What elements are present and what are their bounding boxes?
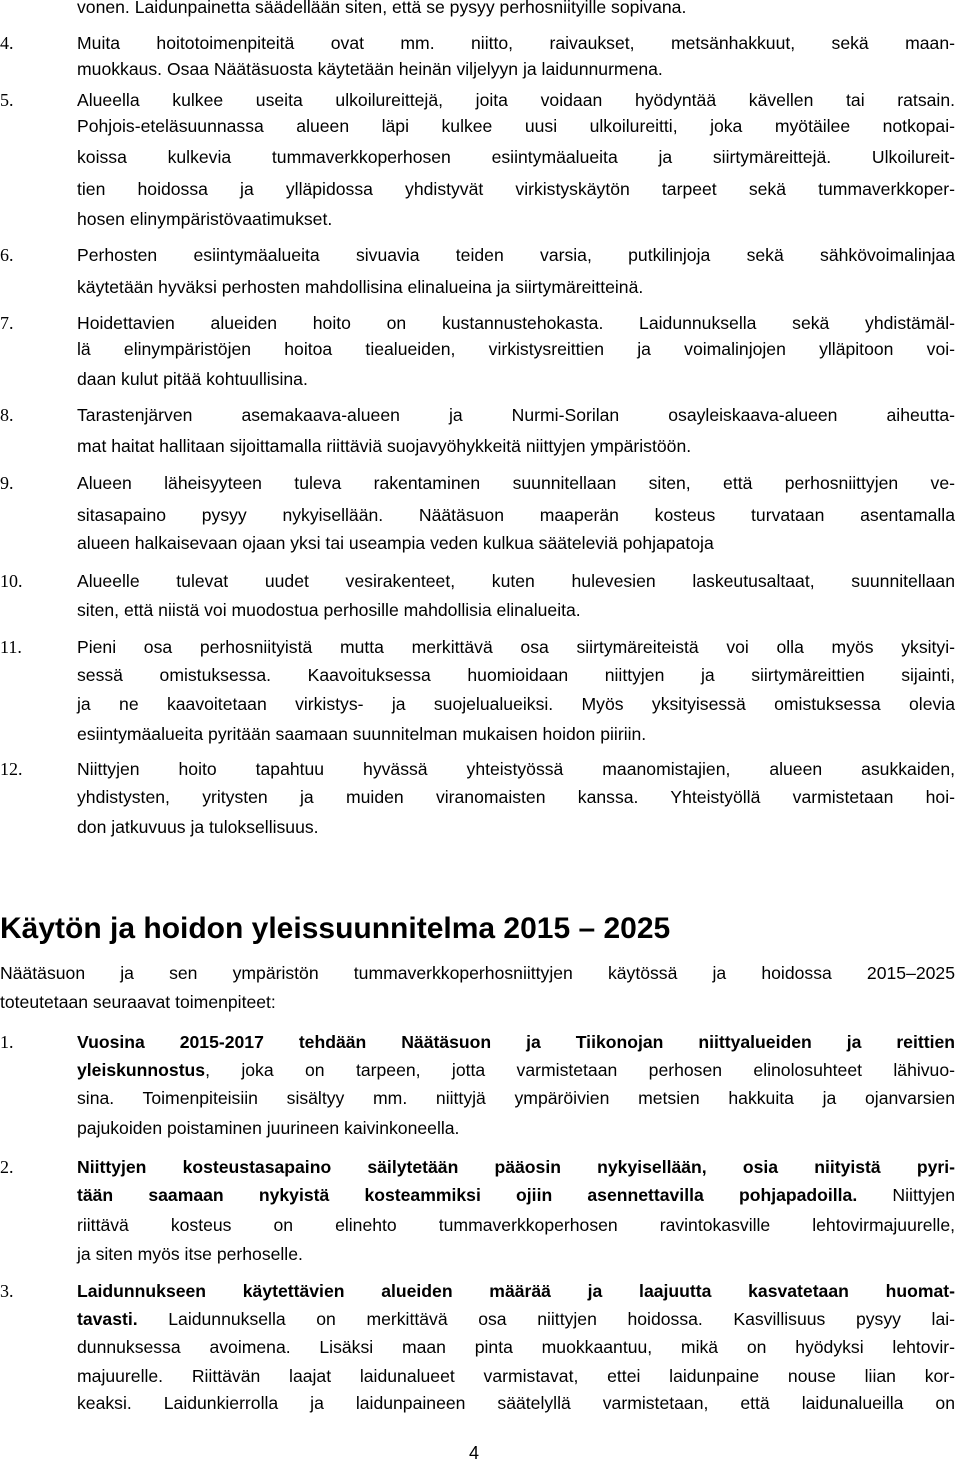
line-text [77, 272, 955, 302]
list-item-continuation [0, 719, 960, 749]
list-item-number: 4. [0, 33, 14, 53]
line-text [77, 240, 955, 270]
list-item-number: 9. [0, 473, 14, 493]
list-item-line [0, 468, 960, 498]
line-text [77, 1210, 955, 1240]
list-item-continuation [0, 1388, 960, 1418]
text-run: sina. Toimenpiteisiin sisältyy mm. niittyjä ympäröivien metsien hakkuita ja ojanvarsien [77, 1088, 955, 1108]
text-run: toteutetaan seuraavat toimenpiteet: [0, 992, 276, 1012]
bold-text: Niittyjen kosteustasapaino säilytetään pääosin nykyisellään, osia niityistä pyri- [77, 1157, 955, 1177]
list-item-continuation [0, 364, 960, 394]
text-run: sitasapaino pysyy nykyisellään. Näätäsuon maaperän kosteus turvataan asentamalla [77, 505, 955, 525]
list-item-continuation [0, 500, 960, 530]
list-item-number: 3. [0, 1281, 14, 1301]
section-heading: Käytön ja hoidon yleissuunnitelma 2015 – 2025 [0, 912, 671, 945]
list-item-continuation [0, 111, 960, 141]
list-item-continuation [0, 334, 960, 364]
list-item-line [0, 240, 960, 270]
line-text [77, 1027, 955, 1057]
text-run: esiintymäalueita pyritään saamaan suunnitelman mukaisen hoidon piiriin. [77, 724, 647, 744]
line-text [77, 1083, 955, 1113]
line-text [77, 1388, 955, 1418]
list-item-continuation [0, 660, 960, 690]
line-text [77, 500, 955, 530]
text-run: muokkaus. Osaa Näätäsuosta käytetään heinän viljelyyn ja laidunnurmena. [77, 59, 663, 79]
line-text [77, 1332, 955, 1362]
text-run: Alueella kulkee useita ulkoilureittejä, joita voidaan hyödyntää kävellen tai ratsain. [77, 90, 955, 110]
line-text [77, 528, 955, 558]
line-text [77, 719, 955, 749]
list-item-continuation [0, 1083, 960, 1113]
text-run: Perhosten esiintymäalueita sivuavia teiden varsia, putkilinjoja sekä sähkövoimalinjaa [77, 245, 955, 265]
text-run: Hoidettavien alueiden hoito on kustannustehokasta. Laidunnuksella sekä yhdistämäl- [77, 313, 955, 333]
text-run: koissa kulkevia tummaverkkoperhosen esiintymäalueita ja siirtymäreittejä. Ulkoilureit- [77, 147, 955, 167]
text-run: tien hoidossa ja ylläpidossa yhdistyvät virkistyskäytön tarpeet sekä tummaverkkoper- [77, 179, 955, 199]
line-text [77, 1239, 955, 1269]
text-run: Tarastenjärven asemakaava-alueen ja Nurmi-Sorilan osayleiskaava-alueen aiheutta- [77, 405, 955, 425]
line-text [77, 431, 955, 461]
page-number: 4 [469, 1443, 480, 1463]
text-run: Niittyjen hoito tapahtuu hyvässä yhteistyössä maanomistajien, alueen asukkaiden, [77, 759, 955, 779]
list-item-line [0, 1027, 960, 1057]
line-text [77, 1152, 955, 1182]
text-run: alueen halkaisevaan ojaan yksi tai useampia veden kulkua sääteleviä pohjapatoja [77, 533, 714, 553]
line-text [77, 1304, 955, 1334]
line-text [77, 204, 955, 234]
text-run: Pohjois-eteläsuunnassa alueen läpi kulkee uusi ulkoilureitti, joka myötäilee notkopai- [77, 116, 955, 136]
list-item-continuation [0, 1304, 960, 1334]
list-item-number: 7. [0, 313, 14, 333]
bold-text: Vuosina 2015-2017 tehdään Näätäsuon ja Tiikonojan niittyalueiden ja reittien [77, 1032, 955, 1052]
bold-text: tavasti. [77, 1309, 138, 1329]
text-run: don jatkuvuus ja tuloksellisuus. [77, 817, 319, 837]
text-run: Alueen läheisyyteen tuleva rakentaminen suunnitellaan siten, että perhosniittyjen ve- [77, 473, 955, 493]
list-item-continuation [0, 1332, 960, 1362]
list-item-continuation [0, 272, 960, 302]
text-run: Alueelle tulevat uudet vesirakenteet, kuten hulevesien laskeutusaltaat, suunnitellaan [77, 571, 955, 591]
line-text [77, 468, 955, 498]
text-run: , joka on tarpeen, jotta varmistetaan perhosen elinolosuhteet lähivuo- [205, 1060, 955, 1080]
text-run: keaksi. Laidunkierrolla ja laidunpaineen säätelyllä varmistetaan, että laidunalueilla on [77, 1393, 955, 1413]
line-text [77, 689, 955, 719]
list-item-continuation [0, 1055, 960, 1085]
line-text [77, 1180, 955, 1210]
list-item-line [0, 1152, 960, 1182]
line-text [77, 400, 955, 430]
line-text [77, 142, 955, 172]
text-run: yhdistysten, yritysten ja muiden viranomaisten kanssa. Yhteistyöllä varmistetaan hoi- [77, 787, 955, 807]
list-item-continuation [0, 1180, 960, 1210]
line-text [77, 812, 955, 842]
text-run: lä elinympäristöjen hoitoa tiealueiden, virkistysreittien ja voimalinjojen ylläpitoon voi- [77, 339, 955, 359]
list-item-line [0, 632, 960, 662]
list-item-number: 11. [0, 637, 22, 657]
text-run: riittävä kosteus on elinehto tummaverkkoperhosen ravintokasville lehtovirmajuurelle, [77, 1215, 955, 1235]
text-run: siten, että niistä voi muodostua perhosille mahdollisia elinalueita. [77, 600, 581, 620]
list-item-continuation [0, 431, 960, 461]
list-item-number: 5. [0, 90, 14, 110]
line-text [77, 174, 955, 204]
text-run: sessä omistuksessa. Kaavoituksessa huomioidaan niittyjen ja siirtymäreittien sijainti, [77, 665, 955, 685]
text-run: vonen. Laidunpainetta säädellään siten, että se pysyy perhosniityille sopivana. [77, 0, 687, 17]
list-item-number: 12. [0, 759, 23, 779]
text-run: Muita hoitotoimenpiteitä ovat mm. niitto, raivaukset, metsänhakkuut, sekä maan- [77, 33, 955, 53]
bold-text: yleiskunnostus [77, 1060, 206, 1080]
list-item-line [0, 754, 960, 784]
list-item-number: 1. [0, 1032, 14, 1052]
list-item-number: 10. [0, 571, 23, 591]
text-run: majuurelle. Riittävän laajat laidunalueet varmistavat, ettei laidunpaine nouse liian kor- [77, 1366, 955, 1386]
list-item-number: 8. [0, 405, 14, 425]
line-text [77, 660, 955, 690]
line-text [77, 334, 955, 364]
line-text [77, 0, 955, 22]
list-item-number: 2. [0, 1157, 14, 1177]
line-text [77, 1276, 955, 1306]
line-text [77, 632, 955, 662]
list-item-continuation [0, 528, 960, 558]
list-item-continuation [0, 1210, 960, 1240]
list-item-continuation [0, 1113, 960, 1143]
list-item-line [0, 1276, 960, 1306]
line-text [77, 54, 955, 84]
paragraph-line [0, 987, 960, 1017]
text-run: Pieni osa perhosniityistä mutta merkittävä osa siirtymäreiteistä voi olla myös yksityi- [77, 637, 955, 657]
text-run: daan kulut pitää kohtuullisina. [77, 369, 308, 389]
text-run: Näätäsuon ja sen ympäristön tummaverkkoperhosniittyjen käytössä ja hoidossa 2015–2025 [0, 963, 955, 983]
list-item-continuation [0, 782, 960, 812]
text-run: Niittyjen [857, 1185, 955, 1205]
line-text [0, 958, 955, 988]
list-item-continuation [0, 689, 960, 719]
list-item-continuation [0, 1239, 960, 1269]
text-run: ja siten myös itse perhoselle. [77, 1244, 303, 1264]
line-text [77, 566, 955, 596]
line-text [77, 1361, 955, 1391]
list-item-continuation [0, 1361, 960, 1391]
line-text [77, 111, 955, 141]
list-item-continuation [0, 812, 960, 842]
line-text [77, 782, 955, 812]
line-text [77, 1055, 955, 1085]
text-run: pajukoiden poistaminen juurineen kaivinkoneella. [77, 1118, 460, 1138]
line-text [77, 364, 955, 394]
line-text [77, 1113, 955, 1143]
list-item-line [0, 566, 960, 596]
bold-text: tään saamaan nykyistä kosteammiksi ojiin asennettavilla pohjapadoilla. [77, 1185, 858, 1205]
text-run: hosen elinympäristövaatimukset. [77, 209, 333, 229]
text-run: dunnuksessa avoimena. Lisäksi maan pinta muokkaantuu, mikä on hyödyksi lehtovir- [77, 1337, 955, 1357]
line-text [0, 987, 955, 1017]
line-text [77, 754, 955, 784]
list-item-continuation [0, 54, 960, 84]
list-item-continuation [0, 174, 960, 204]
text-run: ja ne kaavoitetaan virkistys- ja suojelualueiksi. Myös yksityisessä omistuksessa olevia [77, 694, 955, 714]
text-run: mat haitat hallitaan sijoittamalla riittäviä suojavyöhykkeitä niittyjen ympäristöön. [77, 436, 692, 456]
list-item-continuation [0, 595, 960, 625]
list-item-continuation [0, 0, 960, 22]
list-item-continuation [0, 142, 960, 172]
text-run: käytetään hyväksi perhosten mahdollisina elinalueina ja siirtymäreitteinä. [77, 277, 644, 297]
text-run: Laidunnuksella on merkittävä osa niittyjen hoidossa. Kasvillisuus pysyy lai- [137, 1309, 955, 1329]
list-item-continuation [0, 204, 960, 234]
line-text [77, 595, 955, 625]
bold-text: Laidunnukseen käytettävien alueiden määrää ja laajuutta kasvatetaan huomat- [77, 1281, 955, 1301]
list-item-number: 6. [0, 245, 14, 265]
paragraph-line [0, 958, 960, 988]
list-item-line [0, 400, 960, 430]
